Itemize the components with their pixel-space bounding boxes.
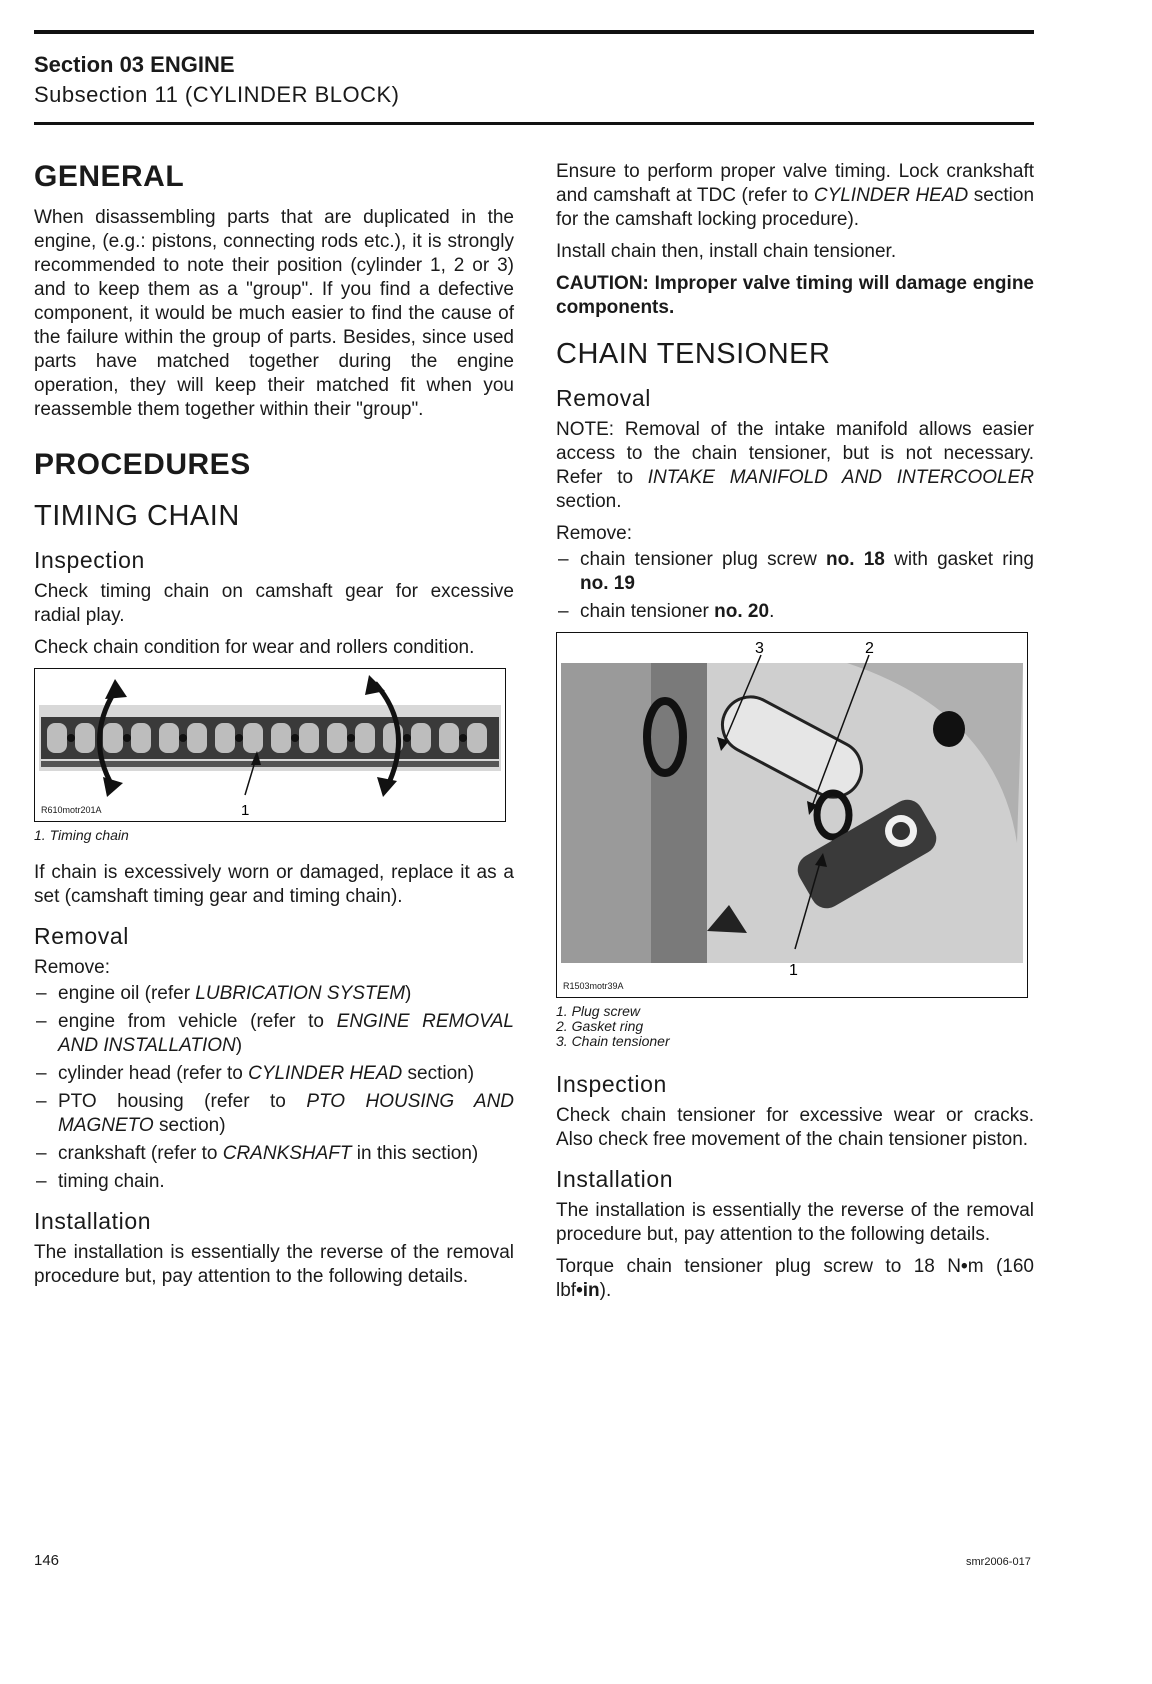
removal-list — [34, 982, 514, 1194]
header-top-rule — [34, 30, 1034, 34]
figure-caption-list — [556, 1004, 1034, 1049]
tensioner-inspection-heading: Inspection — [556, 1071, 667, 1097]
tensioner-removal-heading: Removal — [556, 385, 651, 411]
callout-1-label: 1 — [241, 802, 250, 819]
chain-tensioner-illustration — [557, 633, 1027, 997]
chain-tensioner-figure — [556, 632, 1028, 998]
list-item: – timing chain. — [34, 1170, 514, 1194]
procedures-heading: PROCEDURES — [34, 448, 251, 481]
chain-tensioner-heading: CHAIN TENSIONER — [556, 338, 831, 370]
left-column — [34, 160, 514, 1297]
right-column — [556, 160, 1034, 1311]
removal-heading: Removal — [34, 923, 129, 949]
subsection-title: Subsection 11 (CYLINDER BLOCK) — [34, 82, 400, 107]
valve-timing-paragraph: Ensure to perform proper valve timing. Lock crankshaft and camshaft at TDC (refer to CYLINDER HEAD section for the camshaft locking procedure). — [556, 161, 1035, 230]
tensioner-installation-heading: Installation — [556, 1166, 674, 1192]
tensioner-installation-paragraph: The installation is essentially the reverse of the removal procedure but, pay attention to the following details. — [556, 1200, 1034, 1245]
figure-caption: 1. Timing chain — [34, 827, 129, 843]
list-item: – crankshaft (refer to CRANKSHAFT in this section) — [34, 1142, 514, 1166]
callout-1-label: 1 — [789, 962, 798, 979]
inspection-heading: Inspection — [34, 547, 145, 573]
remove-intro: Remove: — [556, 523, 633, 544]
callout-2-label: 2 — [865, 640, 874, 657]
caption-line: 3. Chain tensioner — [556, 1033, 670, 1049]
timing-chain-figure — [34, 668, 506, 822]
figure-id: R1503motr39A — [563, 981, 624, 991]
list-item: – engine oil (refer LUBRICATION SYSTEM) — [34, 982, 514, 1006]
general-paragraph: When disassembling parts that are duplicated in the engine, (e.g.: pistons, connecting rods etc.), it is strongly recommended to note their position (cylinder 1, 2 or 3) and to keep them as a "group". If you find a defective component, it would be much easier to find the cause of the failure within the group of parts. Besides, since used parts have matched together during the engine operation, they will keep their matched fit when you reassemble them together within their "group". — [34, 207, 514, 420]
tensioner-removal-list — [556, 548, 1034, 624]
general-heading: GENERAL — [34, 160, 185, 193]
inspection-paragraph-1: Check timing chain on camshaft gear for excessive radial play. — [34, 581, 514, 626]
header-bottom-rule — [34, 122, 1034, 125]
list-item: – engine from vehicle (refer to ENGINE REMOVAL AND INSTALLATION) — [34, 1010, 514, 1058]
torque-paragraph: Torque chain tensioner plug screw to 18 N•m (160 lbf•in). — [556, 1256, 1034, 1301]
removal-intro: Remove: — [34, 957, 111, 978]
note-paragraph: NOTE: Removal of the intake manifold allows easier access to the chain tensioner, but is not necessary. Refer to INTAKE MANIFOLD AND INTERCOOLER section. — [556, 419, 1034, 512]
inspection-paragraph-2: Check chain condition for wear and rollers condition. — [34, 637, 475, 658]
timing-chain-illustration — [35, 669, 505, 821]
document-code: smr2006-017 — [966, 1556, 1031, 1568]
timing-chain-heading: TIMING CHAIN — [34, 500, 240, 532]
replace-chain-paragraph: If chain is excessively worn or damaged, replace it as a set (camshaft timing gear and timing chain). — [34, 862, 514, 907]
tensioner-inspection-paragraph: Check chain tensioner for excessive wear or cracks. Also check free movement of the chain tensioner piston. — [556, 1105, 1034, 1150]
list-item: – chain tensioner plug screw no. 18 with gasket ring no. 19 — [556, 548, 1034, 596]
caution-paragraph: CAUTION: Improper valve timing will damage engine components. — [556, 273, 1034, 318]
caption-line: 1. Plug screw — [556, 1003, 641, 1019]
install-chain-paragraph: Install chain then, install chain tensioner. — [556, 241, 897, 262]
callout-3-label: 3 — [755, 640, 764, 657]
list-item: – chain tensioner no. 20. — [556, 600, 1034, 624]
list-item: – PTO housing (refer to PTO HOUSING AND MAGNETO section) — [34, 1090, 514, 1138]
figure-id: R610motr201A — [41, 805, 102, 815]
page-number: 146 — [34, 1552, 60, 1569]
installation-heading: Installation — [34, 1208, 152, 1234]
list-item: – cylinder head (refer to CYLINDER HEAD section) — [34, 1062, 514, 1086]
caption-line: 2. Gasket ring — [556, 1018, 644, 1034]
installation-paragraph: The installation is essentially the reverse of the removal procedure but, pay attention to the following details. — [34, 1242, 514, 1287]
section-title: Section 03 ENGINE — [34, 52, 235, 77]
